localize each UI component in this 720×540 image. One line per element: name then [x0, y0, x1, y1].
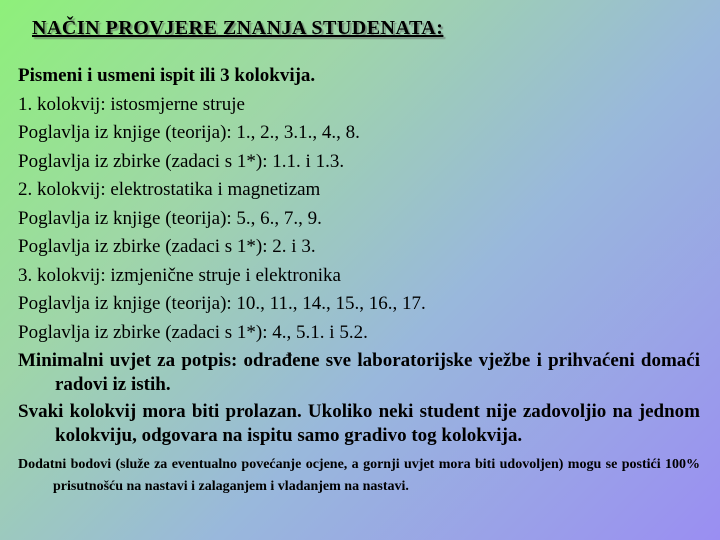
- slide-title: NAČIN PROVJERE ZNANJA STUDENATA:: [32, 17, 444, 39]
- colloquium-3-book-chapters: Poglavlja iz knjige (teorija): 10., 11., 14., 15., 16., 17.: [18, 293, 426, 314]
- slide-content: [18, 62, 700, 498]
- colloquium-1-book-chapters: Poglavlja iz knjige (teorija): 1., 2., 3.1., 4., 8.: [18, 122, 360, 143]
- bonus-points-note: Dodatni bodovi (služe za eventualno povećanje ocjene, a gornji uvjet mora biti udovoljen) mogu se postići 100% prisutnošću na nastavi i zalaganjem i vladanjem na nastavi.: [18, 457, 700, 494]
- colloquium-1-topic: 1. kolokvij: istosmjerne struje: [18, 93, 245, 115]
- colloquium-3-topic: 3. kolokvij: izmjenične struje i elektronika: [18, 264, 341, 286]
- colloquium-2-topic: 2. kolokvij: elektrostatika i magnetizam: [18, 179, 321, 200]
- colloquium-2-book-chapters: Poglavlja iz knjige (teorija): 5., 6., 7., 9.: [18, 207, 322, 229]
- pass-rule: Svaki kolokvij mora biti prolazan. Ukoliko neki student nije zadovoljio na jednom kolokviju, odgovara na ispitu samo gradivo tog kolokvija.: [18, 401, 700, 446]
- colloquium-3-problem-chapters: Poglavlja iz zbirke (zadaci s 1*): 4., 5.1. i 5.2.: [18, 321, 368, 343]
- colloquium-2-problem-chapters: Poglavlja iz zbirke (zadaci s 1*): 2. i 3.: [18, 236, 316, 257]
- exam-format-line: Pismeni i usmeni ispit ili 3 kolokvija.: [18, 65, 316, 86]
- signature-requirement: Minimalni uvjet za potpis: odrađene sve laboratorijske vježbe i prihvaćeni domaći radovi iz istih.: [18, 350, 700, 395]
- colloquium-1-problem-chapters: Poglavlja iz zbirke (zadaci s 1*): 1.1. i 1.3.: [18, 150, 345, 172]
